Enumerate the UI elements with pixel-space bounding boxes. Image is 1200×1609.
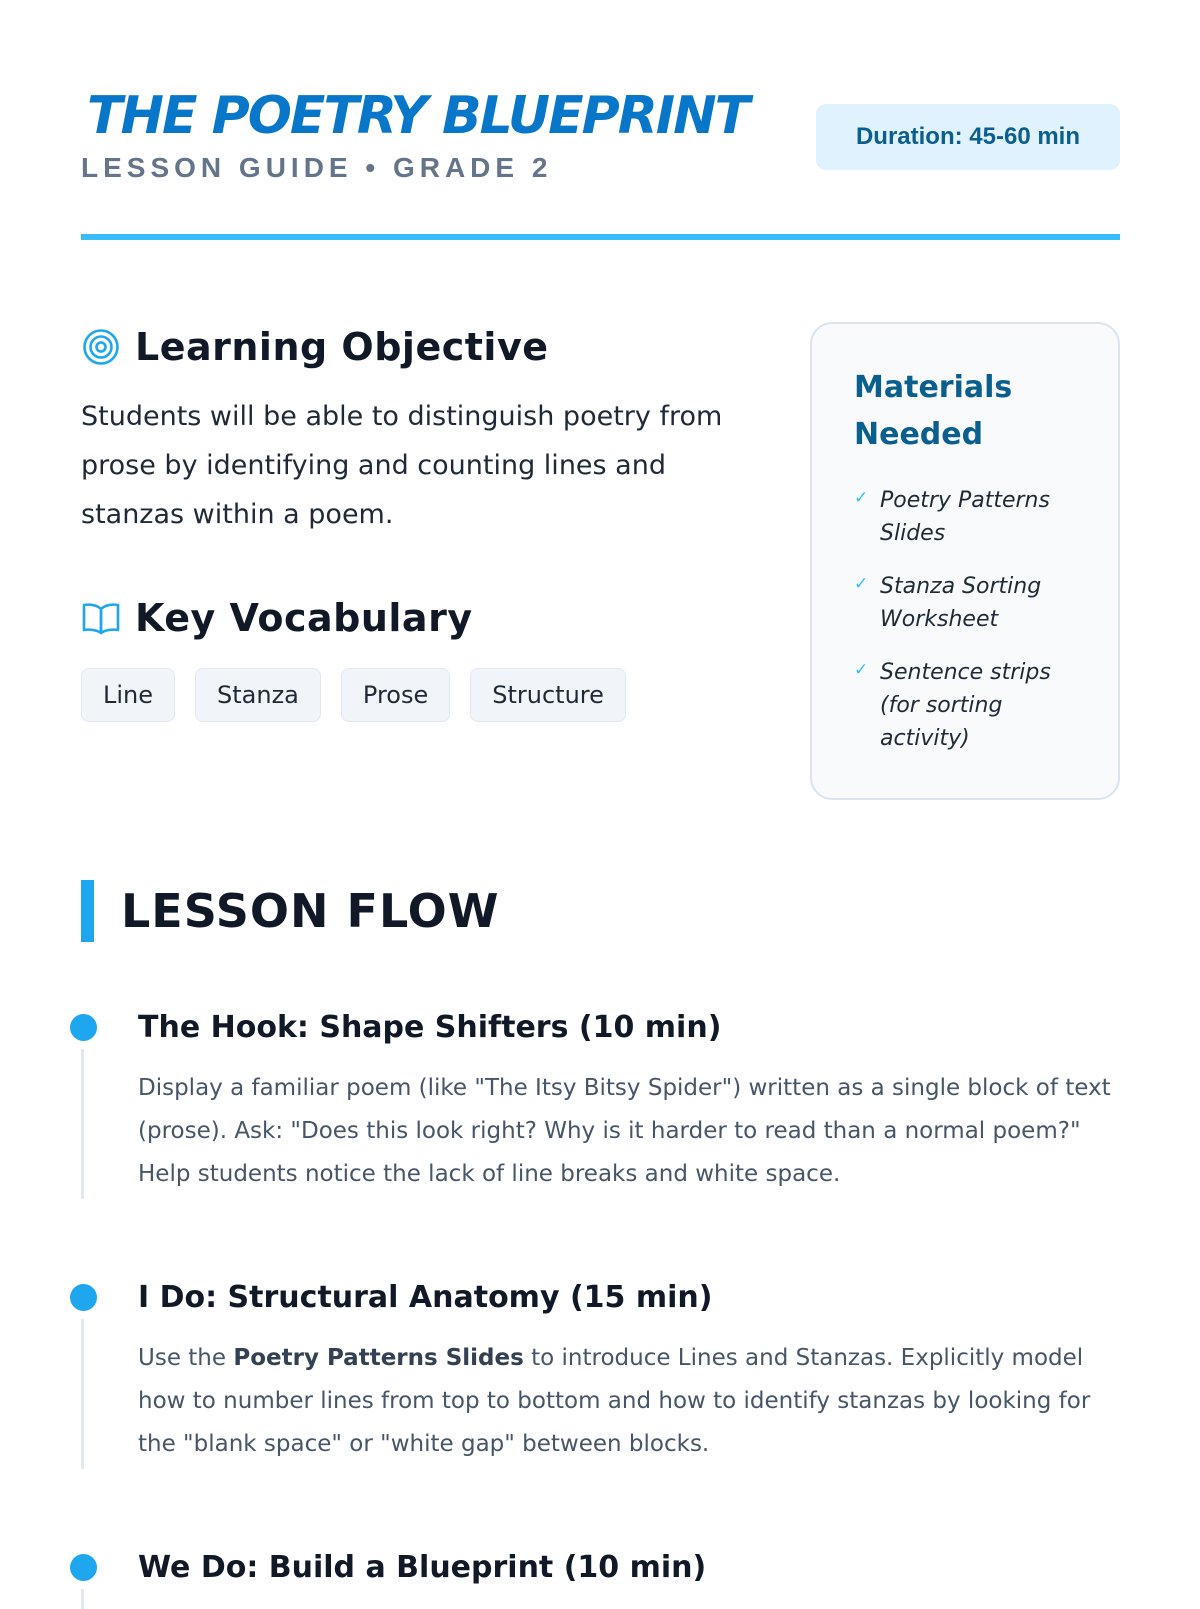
material-label: Sentence strips (for sorting activity)	[880, 660, 1051, 751]
material-item	[854, 484, 1084, 550]
material-item	[854, 570, 1084, 636]
key-vocabulary-title: Key Vocabulary	[135, 596, 473, 640]
header	[81, 80, 1120, 240]
timeline-dot	[70, 1554, 97, 1581]
book-open-icon	[81, 598, 121, 638]
step-title: The Hook: Shape Shifters (10 min)	[138, 1010, 722, 1045]
lesson-guide-page	[81, 0, 1120, 1600]
vocabulary-term: Stanza	[195, 668, 321, 722]
learning-objective-title: Learning Objective	[135, 325, 549, 369]
step-description-text: to introduce Lines and Stanzas. Explicitly model how to number lines from top to bottom and how to identify stanzas by looking for the "blank space" or "white gap" between blocks.	[138, 1345, 1091, 1457]
lesson-flow-heading	[81, 880, 499, 942]
duration-badge: Duration: 45-60 min	[816, 104, 1120, 170]
vocabulary-list	[81, 668, 626, 722]
lesson-step	[81, 1277, 1120, 1467]
key-vocabulary-heading	[81, 591, 473, 645]
lesson-flow-title: LESSON FLOW	[121, 884, 500, 938]
step-description: Display a familiar poem (like "The Itsy Bitsy Spider") written as a single block of text (prose). Ask: "Does this look right? Why is it harder to read than a normal poem?" Help students notice the lack of line breaks and white space.	[138, 1075, 1111, 1187]
materials-card	[810, 322, 1120, 800]
lesson-step	[81, 1007, 1120, 1197]
step-description-text: Use the	[138, 1345, 234, 1371]
timeline-line	[81, 1589, 84, 1609]
heading-accent-bar	[81, 880, 94, 942]
step-title: I Do: Structural Anatomy (15 min)	[138, 1280, 713, 1315]
header-divider	[81, 234, 1120, 240]
check-icon: ✓	[854, 488, 869, 507]
material-label: Stanza Sorting Worksheet	[880, 574, 1042, 632]
page-subtitle: LESSON GUIDE • GRADE 2	[81, 152, 553, 183]
step-description-emphasis: Poetry Patterns Slides	[233, 1345, 524, 1371]
materials-list	[854, 484, 1084, 775]
material-label: Poetry Patterns Slides	[880, 488, 1050, 546]
timeline-dot	[70, 1014, 97, 1041]
step-description	[138, 1337, 1120, 1466]
timeline-line	[81, 1319, 84, 1469]
lesson-step	[81, 1547, 1120, 1600]
check-icon: ✓	[854, 574, 869, 593]
timeline-line	[81, 1049, 84, 1199]
learning-objective-text: Students will be able to distinguish poetry from prose by identifying and counting lines and stanzas within a poem.	[81, 401, 723, 530]
vocabulary-term: Structure	[470, 668, 626, 722]
timeline-dot	[70, 1284, 97, 1311]
materials-title: Materials Needed	[854, 370, 1013, 452]
learning-objective-heading	[81, 320, 549, 374]
step-title: We Do: Build a Blueprint (10 min)	[138, 1550, 707, 1585]
target-icon	[81, 327, 121, 367]
check-icon: ✓	[854, 660, 869, 679]
page-title: THE POETRY BLUEPRINT	[87, 86, 749, 146]
material-item	[854, 656, 1084, 755]
vocabulary-term: Line	[81, 668, 175, 722]
vocabulary-term: Prose	[341, 668, 450, 722]
